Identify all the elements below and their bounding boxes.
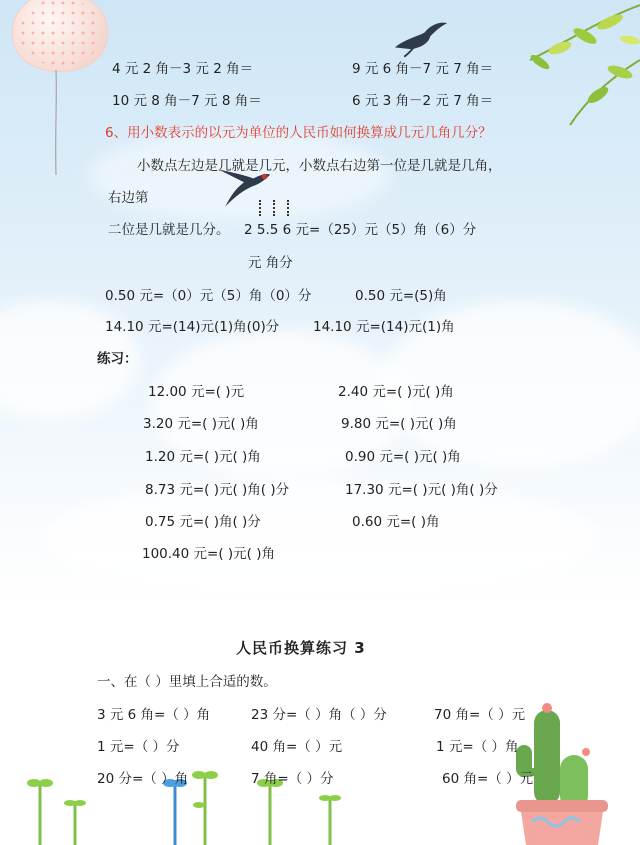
- calc-item: 4 元 2 角－3 元 2 角＝: [112, 61, 254, 77]
- example-line: 0.50 元=(5)角: [355, 288, 447, 304]
- practice-item: 17.30 元=( )元( )角( )分: [345, 482, 498, 498]
- example-units: 元 角分: [248, 255, 293, 271]
- practice-item: 0.75 元=( )角( )分: [145, 514, 261, 530]
- cloud: [40, 480, 600, 600]
- example-line: 14.10 元=(14)元(1)角(0)分: [105, 319, 280, 335]
- practice-item: 12.00 元=( )元: [148, 384, 245, 400]
- balloon-string: [55, 70, 57, 175]
- branch-icon: [490, 0, 640, 130]
- balloon-icon: [12, 0, 108, 72]
- explanation-line: 小数点左边是几就是几元，小数点右边第一位是几就是几角，: [137, 158, 502, 174]
- exercise-item: 1 元=（ ）角: [436, 739, 519, 755]
- calc-item: 9 元 6 角－7 元 7 角＝: [352, 61, 494, 77]
- section-question: 6、用小数表示的以元为单位的人民币如何换算成几元几角几分？: [105, 125, 492, 141]
- practice-item: 8.73 元=( )元( )角( )分: [145, 482, 290, 498]
- dashed-marks: [255, 200, 297, 218]
- exercise-item: 60 角=（ ）元: [442, 771, 534, 787]
- practice-item: 0.90 元=( )元( )角: [345, 449, 461, 465]
- exercise-item: 20 分=（ ）角: [97, 771, 189, 787]
- example-line: 2 5.5 6 元=（25）元（5）角（6）分: [244, 222, 477, 238]
- exercise-instruction: 一、在（ ）里填上合适的数。: [97, 674, 277, 690]
- practice-item: 100.40 元=( )元( )角: [142, 546, 275, 562]
- example-line: 14.10 元=(14)元(1)角: [313, 319, 455, 335]
- practice-label: 练习：: [97, 351, 138, 367]
- explanation-line: 二位是几就是几分。: [108, 222, 230, 238]
- swallow-icon: [393, 18, 449, 58]
- exercise-item: 3 元 6 角=（ ）角: [97, 707, 211, 723]
- exercise-item: 70 角=（ ）元: [434, 707, 526, 723]
- practice-item: 9.80 元=( )元( )角: [341, 416, 457, 432]
- exercise-item: 23 分=（ ）角（ ）分: [251, 707, 387, 723]
- practice-item: 0.60 元=( )角: [352, 514, 440, 530]
- calc-item: 6 元 3 角－2 元 7 角＝: [352, 93, 494, 109]
- explanation-line: 右边第: [108, 190, 149, 206]
- exercise-item: 1 元=（ ）分: [97, 739, 180, 755]
- practice-item: 2.40 元=( )元( )角: [338, 384, 454, 400]
- exercise-title: 人民币换算练习 3: [236, 639, 366, 657]
- calc-item: 10 元 8 角－7 元 8 角＝: [112, 93, 262, 109]
- practice-item: 3.20 元=( )元( )角: [143, 416, 259, 432]
- example-line: 0.50 元=（0）元（5）角（0）分: [105, 288, 312, 304]
- exercise-item: 40 角=（ ）元: [251, 739, 343, 755]
- exercise-item: 7 角=（ ）分: [251, 771, 334, 787]
- practice-item: 1.20 元=( )元( )角: [145, 449, 261, 465]
